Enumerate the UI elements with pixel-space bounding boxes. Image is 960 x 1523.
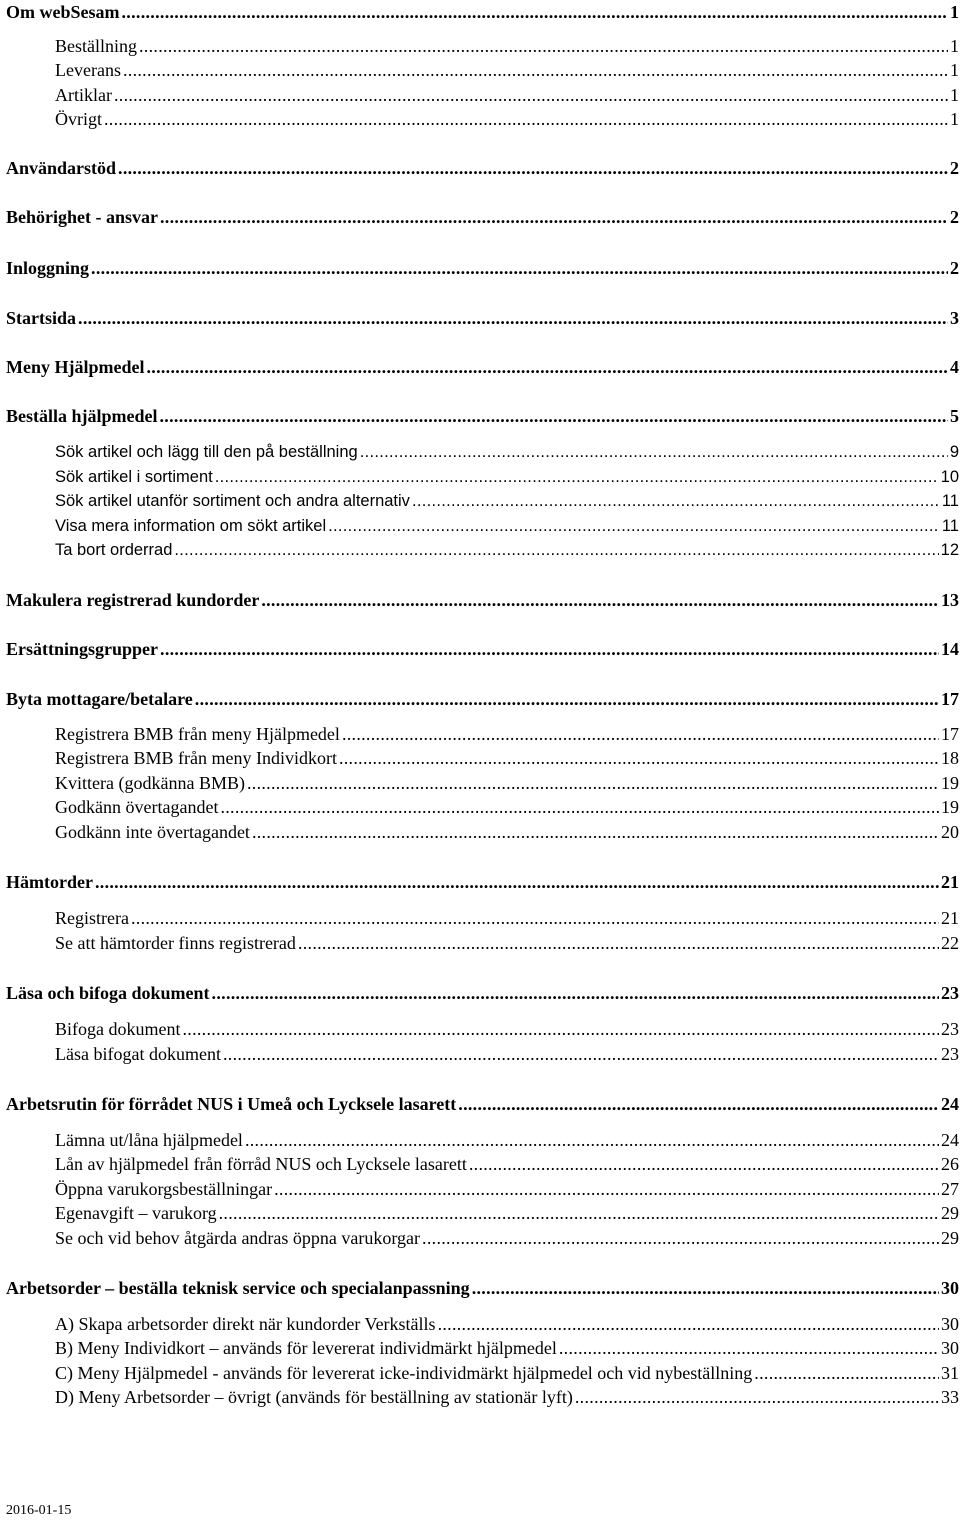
toc-entry-label: Se och vid behov åtgärda andras öppna varukorgar [55,1228,421,1248]
toc-entry-page: 12 [940,541,959,559]
toc-leader-dots [195,688,939,710]
toc-leader-dots [160,638,939,660]
toc-leader-dots [122,1,949,23]
toc-leader-dots [223,1043,939,1065]
toc-entry-label: Lån av hjälpmedel från förråd NUS och Lycksele lasarett [55,1154,467,1174]
toc-entry[interactable] [6,405,959,427]
toc-entry[interactable] [55,932,959,954]
toc-leader-dots [342,723,939,745]
toc-entry[interactable] [55,747,959,769]
toc-entry[interactable] [6,1,959,23]
toc-entry-page: 27 [941,1179,959,1199]
toc-entry-page: 17 [941,689,959,709]
toc-leader-dots [469,1153,939,1175]
toc-entry-page: 10 [940,468,959,486]
toc-entry[interactable] [55,1043,959,1065]
toc-entry-page: 21 [941,872,959,892]
toc-leader-dots [261,589,939,611]
toc-entry[interactable] [55,539,959,561]
toc-entry-label: Lämna ut/låna hjälpmedel [55,1130,243,1150]
toc-leader-dots [360,441,948,463]
toc-entry[interactable] [55,1313,959,1335]
toc-entry-page: 19 [941,773,959,793]
toc-entry-page: 24 [941,1094,959,1114]
toc-entry-label: Läsa och bifoga dokument [6,983,210,1003]
toc-entry-label: Visa mera information om sökt artikel [55,517,327,535]
toc-leader-dots [274,1178,939,1200]
toc-leader-dots [412,490,940,512]
toc-entry[interactable] [55,1129,959,1151]
toc-entry-label: Användarstöd [6,158,117,178]
toc-entry-label: Om webSesam [6,2,120,22]
toc-leader-dots [160,405,949,427]
toc-entry-page: 1 [950,2,959,22]
toc-leader-dots [104,108,948,130]
toc-entry[interactable] [55,723,959,745]
toc-entry-label: Arbetsorder – beställa teknisk service och specialanpassning [6,1278,470,1298]
toc-entry-label: Beställning [55,36,137,56]
toc-leader-dots [215,466,939,488]
toc-leader-dots [472,1277,939,1299]
toc-entry-label: Läsa bifogat dokument [55,1044,221,1064]
toc-entry-label: Registrera [55,908,129,928]
toc-leader-dots [114,84,948,106]
toc-entry[interactable] [55,772,959,794]
toc-leader-dots [438,1313,939,1335]
toc-entry-page: 33 [941,1387,959,1407]
toc-entry-label: Övrigt [55,109,102,129]
toc-leader-dots [95,871,939,893]
toc-entry-label: Registrera BMB från meny Individkort [55,748,337,768]
toc-entry-label: Sök artikel i sortiment [55,468,213,486]
toc-entry-page: 23 [941,1019,959,1039]
toc-entry-page: 29 [941,1228,959,1248]
toc-entry-page: 23 [941,983,959,1003]
toc-entry-page: 18 [941,748,959,768]
toc-leader-dots [174,539,938,561]
toc-leader-dots [91,257,948,279]
toc-entry-label: B) Meny Individkort – används för levererat individmärkt hjälpmedel [55,1338,557,1358]
toc-entry-page: 1 [950,109,959,129]
toc-entry[interactable] [55,907,959,929]
toc-leader-dots [219,1202,939,1224]
toc-entry[interactable] [6,688,959,710]
toc-entry-page: 1 [950,36,959,56]
toc-leader-dots [575,1386,939,1408]
toc-leader-dots [422,1227,939,1249]
toc-leader-dots [458,1093,939,1115]
toc-leader-dots [220,796,939,818]
toc-entry[interactable] [55,1153,959,1175]
toc-entry-page: 1 [950,60,959,80]
toc-leader-dots [160,206,948,228]
toc-entry-label: Startsida [6,308,77,328]
toc-entry-label: Godkänn övertagandet [55,797,219,817]
toc-entry-label: Arbetsrutin för förrådet NUS i Umeå och Lycksele lasarett [6,1094,457,1114]
toc-entry[interactable] [55,490,959,512]
toc-entry-page: 9 [949,443,959,461]
toc-entry-label: Se att hämtorder finns registrerad [55,933,296,953]
toc-entry[interactable] [6,157,959,179]
toc-entry[interactable] [6,356,959,378]
toc-entry[interactable] [55,1337,959,1359]
toc-entry-label: Egenavgift – varukorg [55,1203,217,1223]
toc-entry-page: 26 [941,1154,959,1174]
toc-entry-label: Sök artikel utanför sortiment och andra alternativ [55,492,410,510]
toc-entry-label: Kvittera (godkänna BMB) [55,773,245,793]
toc-leader-dots [252,821,939,843]
toc-entry-page: 11 [941,492,959,510]
toc-entry[interactable] [6,1093,959,1115]
toc-entry-label: D) Meny Arbetsorder – övrigt (används för beställning av stationär lyft) [55,1387,573,1407]
toc-leader-dots [245,1129,939,1151]
toc-entry-page: 17 [941,724,959,744]
toc-entry-page: 3 [950,308,959,328]
toc-entry[interactable] [6,638,959,660]
toc-leader-dots [247,772,939,794]
toc-entry-page: 30 [941,1278,959,1298]
toc-entry[interactable] [55,441,959,463]
toc-leader-dots [139,35,948,57]
toc-entry-page: 2 [950,207,959,227]
toc-entry[interactable] [6,871,959,893]
toc-entry-label: Meny Hjälpmedel [6,357,145,377]
toc-leader-dots [146,356,948,378]
toc-leader-dots [212,982,939,1004]
toc-entry[interactable] [55,1386,959,1408]
toc-entry-label: A) Skapa arbetsorder direkt när kundorder Verkställs [55,1314,436,1334]
toc-entry[interactable] [6,257,959,279]
toc-entry-label: Behörighet - ansvar [6,207,158,227]
toc-entry-page: 23 [941,1044,959,1064]
toc-entry-label: Öppna varukorgsbeställningar [55,1179,273,1199]
toc-entry-label: Ta bort orderrad [55,541,173,559]
toc-entry-label: Leverans [55,60,121,80]
toc-entry[interactable] [55,1362,959,1384]
toc-leader-dots [131,907,939,929]
toc-entry-page: 29 [941,1203,959,1223]
toc-entry-label: Byta mottagare/betalare [6,689,193,709]
toc-entry[interactable] [55,35,959,57]
toc-entry-page: 5 [950,406,959,426]
toc-leader-dots [298,932,939,954]
toc-entry-label: Ersättningsgrupper [6,639,159,659]
toc-entry-label: Bifoga dokument [55,1019,181,1039]
toc-leader-dots [123,59,948,81]
toc-leader-dots [559,1337,939,1359]
toc-entry[interactable] [55,1018,959,1040]
toc-entry[interactable] [55,1178,959,1200]
toc-entry[interactable] [6,1277,959,1299]
toc-entry-label: C) Meny Hjälpmedel - används för levererat icke-individmärkt hjälpmedel och vid nybeställning [55,1363,753,1383]
toc-entry-label: Beställa hjälpmedel [6,406,158,426]
toc-entry[interactable] [55,1202,959,1224]
toc-entry-page: 30 [941,1314,959,1334]
toc-entry[interactable] [55,796,959,818]
toc-entry[interactable] [55,1227,959,1249]
toc-leader-dots [339,747,939,769]
toc-entry-label: Inloggning [6,258,90,278]
toc-entry-page: 4 [950,357,959,377]
toc-entry-label: Sök artikel och lägg till den på beställning [55,443,358,461]
toc-entry[interactable] [6,589,959,611]
toc-entry-page: 1 [950,85,959,105]
toc-entry-label: Registrera BMB från meny Hjälpmedel [55,724,340,744]
toc-entry-page: 2 [950,158,959,178]
footer-date: 2016-01-15 [6,1503,72,1518]
toc-entry-label: Hämtorder [6,872,93,892]
toc-entry-label: Godkänn inte övertagandet [55,822,250,842]
toc-entry-page: 20 [941,822,959,842]
toc-entry[interactable] [6,206,959,228]
toc-entry-label: Artiklar [55,85,112,105]
toc-entry-page: 22 [941,933,959,953]
toc-leader-dots [78,307,948,329]
toc-entry-page: 13 [941,590,959,610]
toc-entry-page: 21 [941,908,959,928]
toc-entry-page: 31 [941,1363,959,1383]
toc-entry-page: 11 [941,517,959,535]
toc-entry-page: 2 [950,258,959,278]
toc-entry-page: 30 [941,1338,959,1358]
toc-entry[interactable] [55,84,959,106]
toc-entry[interactable] [55,59,959,81]
toc-entry[interactable] [55,821,959,843]
toc-leader-dots [182,1018,939,1040]
toc-leader-dots [118,157,948,179]
toc-entry[interactable] [55,515,959,537]
toc-leader-dots [328,515,940,537]
toc-entry-label: Makulera registrerad kundorder [6,590,260,610]
toc-entry-page: 19 [941,797,959,817]
toc-entry-page: 14 [941,639,959,659]
toc-entry[interactable] [6,982,959,1004]
toc-leader-dots [754,1362,939,1384]
toc-entry[interactable] [55,466,959,488]
toc-entry-page: 24 [941,1130,959,1150]
toc-entry[interactable] [55,108,959,130]
toc-entry[interactable] [6,307,959,329]
